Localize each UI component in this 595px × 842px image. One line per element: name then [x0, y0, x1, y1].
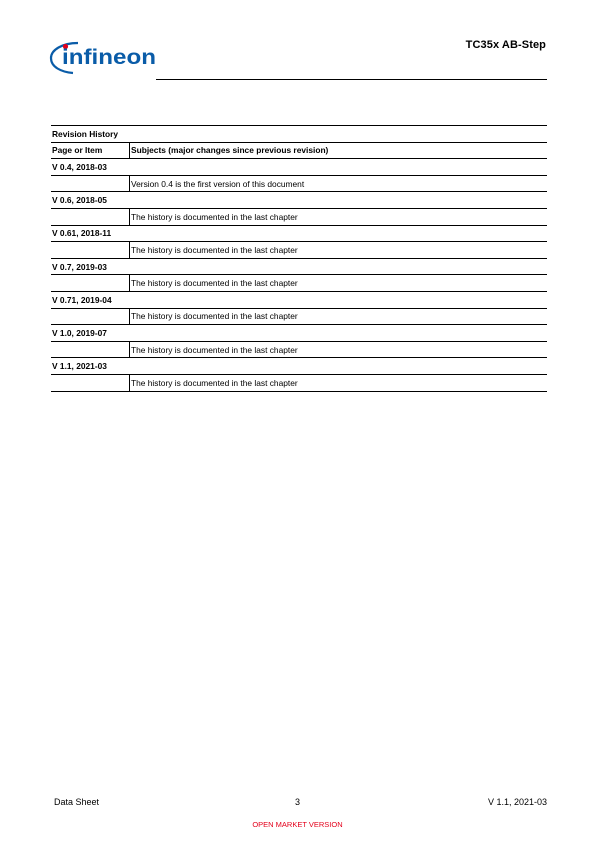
revision-history-table	[51, 125, 547, 392]
footer-page-number: 3	[294, 797, 300, 807]
version-row	[51, 192, 547, 209]
footer-market-label: OPEN MARKET VERSION	[252, 820, 343, 829]
subject-cell: The history is documented in the last chapter	[130, 208, 548, 225]
footer-doc-type: Data Sheet	[54, 797, 100, 807]
infineon-logo	[48, 36, 160, 80]
version-label: V 1.0, 2019-07	[51, 325, 547, 342]
subject-row	[51, 242, 547, 259]
footer-version: V 1.1, 2021-03	[487, 797, 547, 807]
subject-cell: The history is documented in the last chapter	[130, 242, 548, 259]
column-header-item: Page or Item	[51, 142, 130, 159]
version-row	[51, 325, 547, 342]
version-row	[51, 225, 547, 242]
subject-row	[51, 341, 547, 358]
version-label: V 0.4, 2018-03	[51, 159, 547, 176]
version-row	[51, 159, 547, 176]
subject-row	[51, 275, 547, 292]
column-header-subjects: Subjects (major changes since previous revision)	[130, 142, 548, 159]
version-label: V 0.71, 2019-04	[51, 291, 547, 308]
item-cell	[51, 242, 130, 259]
table-title-row	[51, 126, 547, 143]
subject-cell: The history is documented in the last chapter	[130, 275, 548, 292]
subject-row	[51, 208, 547, 225]
version-label: V 0.6, 2018-05	[51, 192, 547, 209]
version-row	[51, 258, 547, 275]
item-cell	[51, 275, 130, 292]
version-label: V 0.7, 2019-03	[51, 258, 547, 275]
subject-row	[51, 374, 547, 391]
table-header-row	[51, 142, 547, 159]
subject-cell: The history is documented in the last chapter	[130, 341, 548, 358]
header-divider	[156, 79, 547, 80]
subject-cell: Version 0.4 is the first version of this document	[130, 175, 548, 192]
version-row	[51, 358, 547, 375]
version-label: V 0.61, 2018-11	[51, 225, 547, 242]
logo-wordmark: infineon	[62, 46, 156, 69]
item-cell	[51, 341, 130, 358]
version-row	[51, 291, 547, 308]
version-label: V 1.1, 2021-03	[51, 358, 547, 375]
item-cell	[51, 208, 130, 225]
subject-row	[51, 175, 547, 192]
document-title: TC35x AB-Step	[465, 39, 546, 51]
item-cell	[51, 308, 130, 325]
subject-cell: The history is documented in the last chapter	[130, 374, 548, 391]
subject-row	[51, 308, 547, 325]
subject-cell: The history is documented in the last chapter	[130, 308, 548, 325]
item-cell	[51, 374, 130, 391]
item-cell	[51, 175, 130, 192]
table-title: Revision History	[51, 126, 547, 143]
